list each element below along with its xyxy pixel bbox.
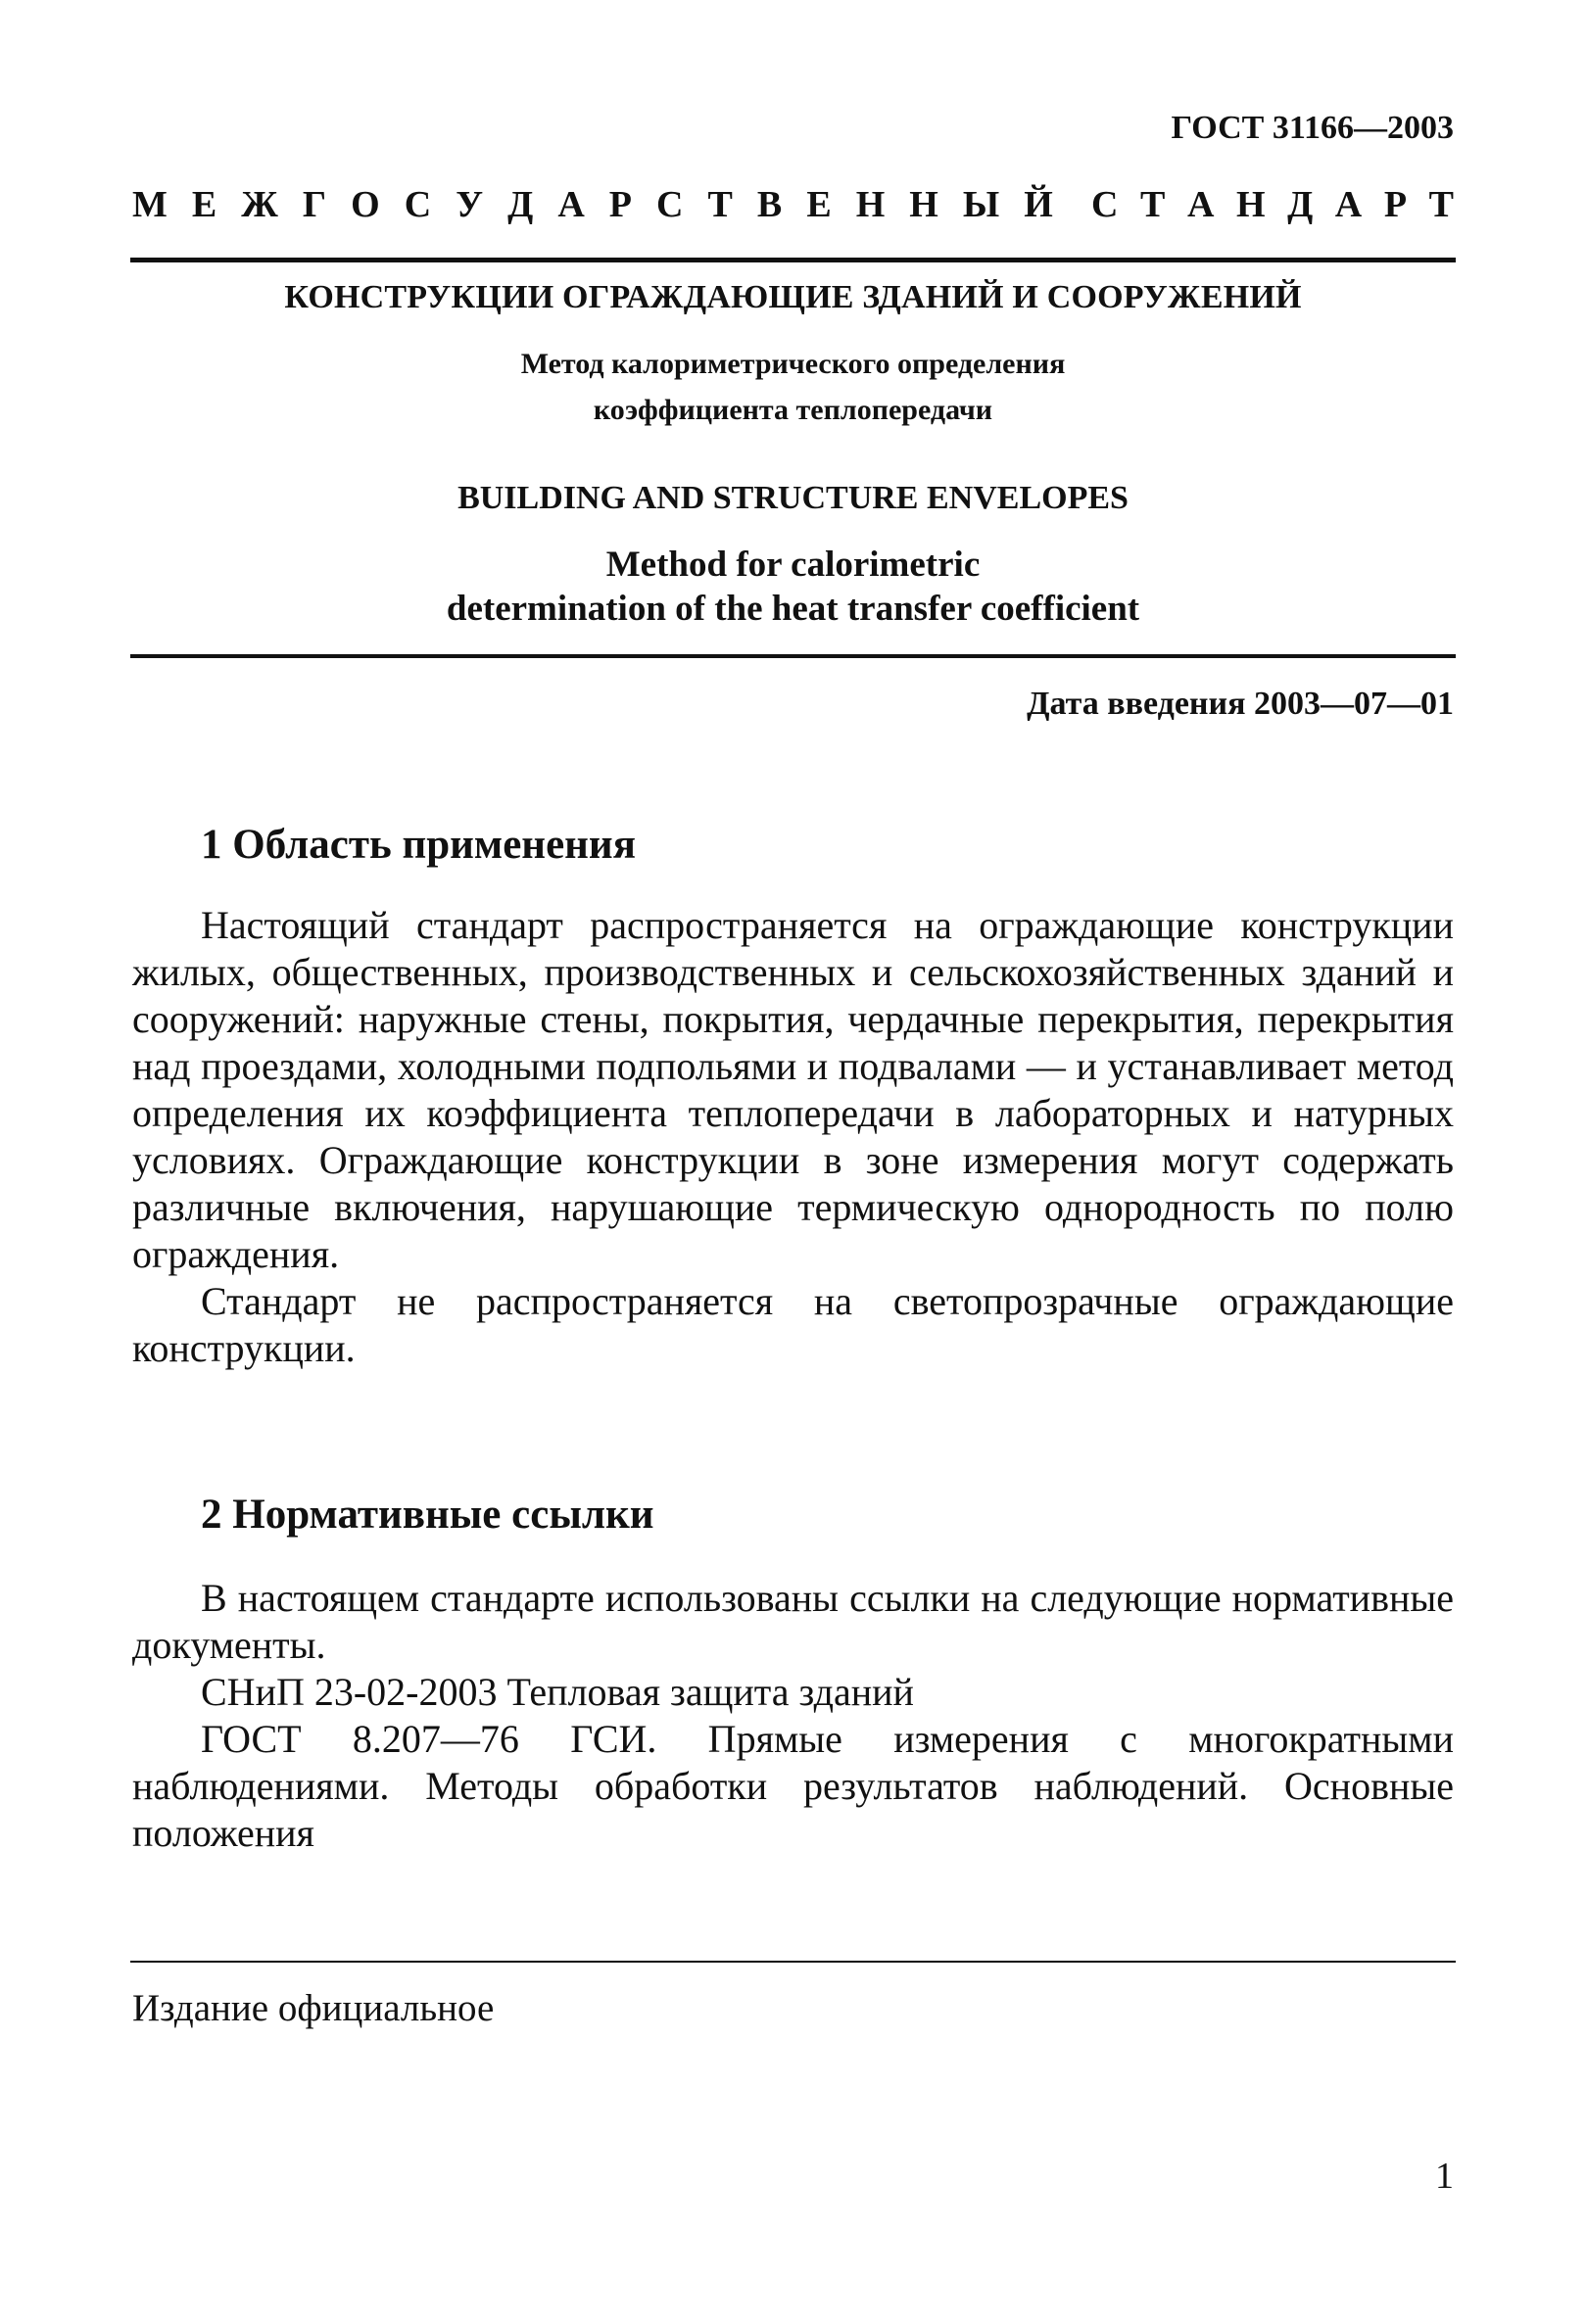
section-1-paragraph-text: Настоящий стандарт распространяется на ограждающие конструкции жилых, общественных, производственных и сельскохозяйственных зданий и сооружений: наружные стены, покрытия, чердачные перекрытия, перекрытия над проездами, холодными подпольями и подвалами — и устанавливает метод определения их коэффициента теплопередачи в лабораторных и натурных условиях. Ограждающие конструкции в зоне измерения могут содержать различные включения, нарушающие термическую однородность по полю ограждения.	[132, 903, 1454, 1276]
banner-letter: Е	[806, 184, 832, 225]
banner-letter: Й	[1024, 184, 1053, 225]
section-1-paragraph-2-text: Стандарт не распространяется на светопрозрачные ограждающие конструкции.	[132, 1279, 1454, 1370]
banner-letter: Т	[1428, 184, 1454, 225]
reference-gost: ГОСТ 8.207—76 ГСИ. Прямые измерения с многократными наблюдениями. Методы обработки результатов наблюдений. Основные положения	[132, 1717, 1454, 1855]
official-edition-note: Издание официальное	[132, 1987, 495, 2029]
banner-letter: Е	[191, 184, 217, 225]
banner-letter: О	[351, 184, 380, 225]
banner-letter: Р	[608, 184, 633, 225]
date-of-introduction: Дата введения 2003—07—01	[1027, 686, 1454, 722]
subtitle-ru-line2: коэффициента теплопередачи	[593, 394, 993, 426]
subtitle-en-line2: determination of the heat transfer coefficient	[446, 589, 1140, 629]
banner-letter: С	[404, 184, 432, 225]
banner-letter: С	[656, 184, 684, 225]
banner-word-interstate	[132, 186, 1053, 223]
footnote-divider	[130, 1961, 1456, 1963]
section-1-paragraph	[132, 902, 1454, 1372]
banner-letter: Г	[302, 184, 327, 225]
banner-letter: Д	[507, 184, 534, 225]
section-2-heading: 2 Нормативные ссылки	[201, 1492, 654, 1538]
interstate-standard-banner	[132, 186, 1454, 223]
banner-letter: Т	[707, 184, 733, 225]
banner-word-standard	[1091, 186, 1454, 223]
banner-letter: Ж	[241, 184, 278, 225]
title-en: BUILDING AND STRUCTURE ENVELOPES	[457, 480, 1129, 516]
section-2-paragraph	[132, 1575, 1454, 1857]
banner-letter: А	[557, 184, 585, 225]
banner-letter: А	[1334, 184, 1363, 225]
banner-letter: Ы	[962, 184, 1000, 225]
title-divider	[130, 654, 1456, 658]
banner-letter: В	[756, 184, 783, 225]
banner-letter: С	[1091, 184, 1119, 225]
section-2-intro-text: В настоящем стандарте использованы ссылки на следующие нормативные документы.	[132, 1576, 1454, 1667]
banner-letter: Т	[1140, 184, 1166, 225]
section-1-heading: 1 Область применения	[201, 822, 636, 868]
standard-number: ГОСТ 31166—2003	[1171, 110, 1454, 146]
title-ru: КОНСТРУКЦИИ ОГРАЖДАЮЩИЕ ЗДАНИЙ И СООРУЖЕНИЙ	[284, 279, 1302, 315]
banner-letter: Н	[855, 184, 886, 225]
reference-snip: СНиП 23-02-2003 Тепловая защита зданий	[201, 1670, 914, 1714]
banner-letter: Н	[909, 184, 938, 225]
banner-letter: М	[132, 184, 168, 225]
page-number: 1	[1435, 2156, 1454, 2197]
subtitle-ru-line1: Метод калориметрического определения	[520, 348, 1066, 380]
top-divider	[130, 258, 1456, 262]
banner-letter: Н	[1235, 184, 1266, 225]
banner-letter: У	[456, 184, 484, 225]
subtitle-en-line1: Method for calorimetric	[605, 545, 981, 585]
banner-letter: Д	[1287, 184, 1314, 225]
banner-letter: А	[1186, 184, 1215, 225]
banner-letter: Р	[1383, 184, 1408, 225]
